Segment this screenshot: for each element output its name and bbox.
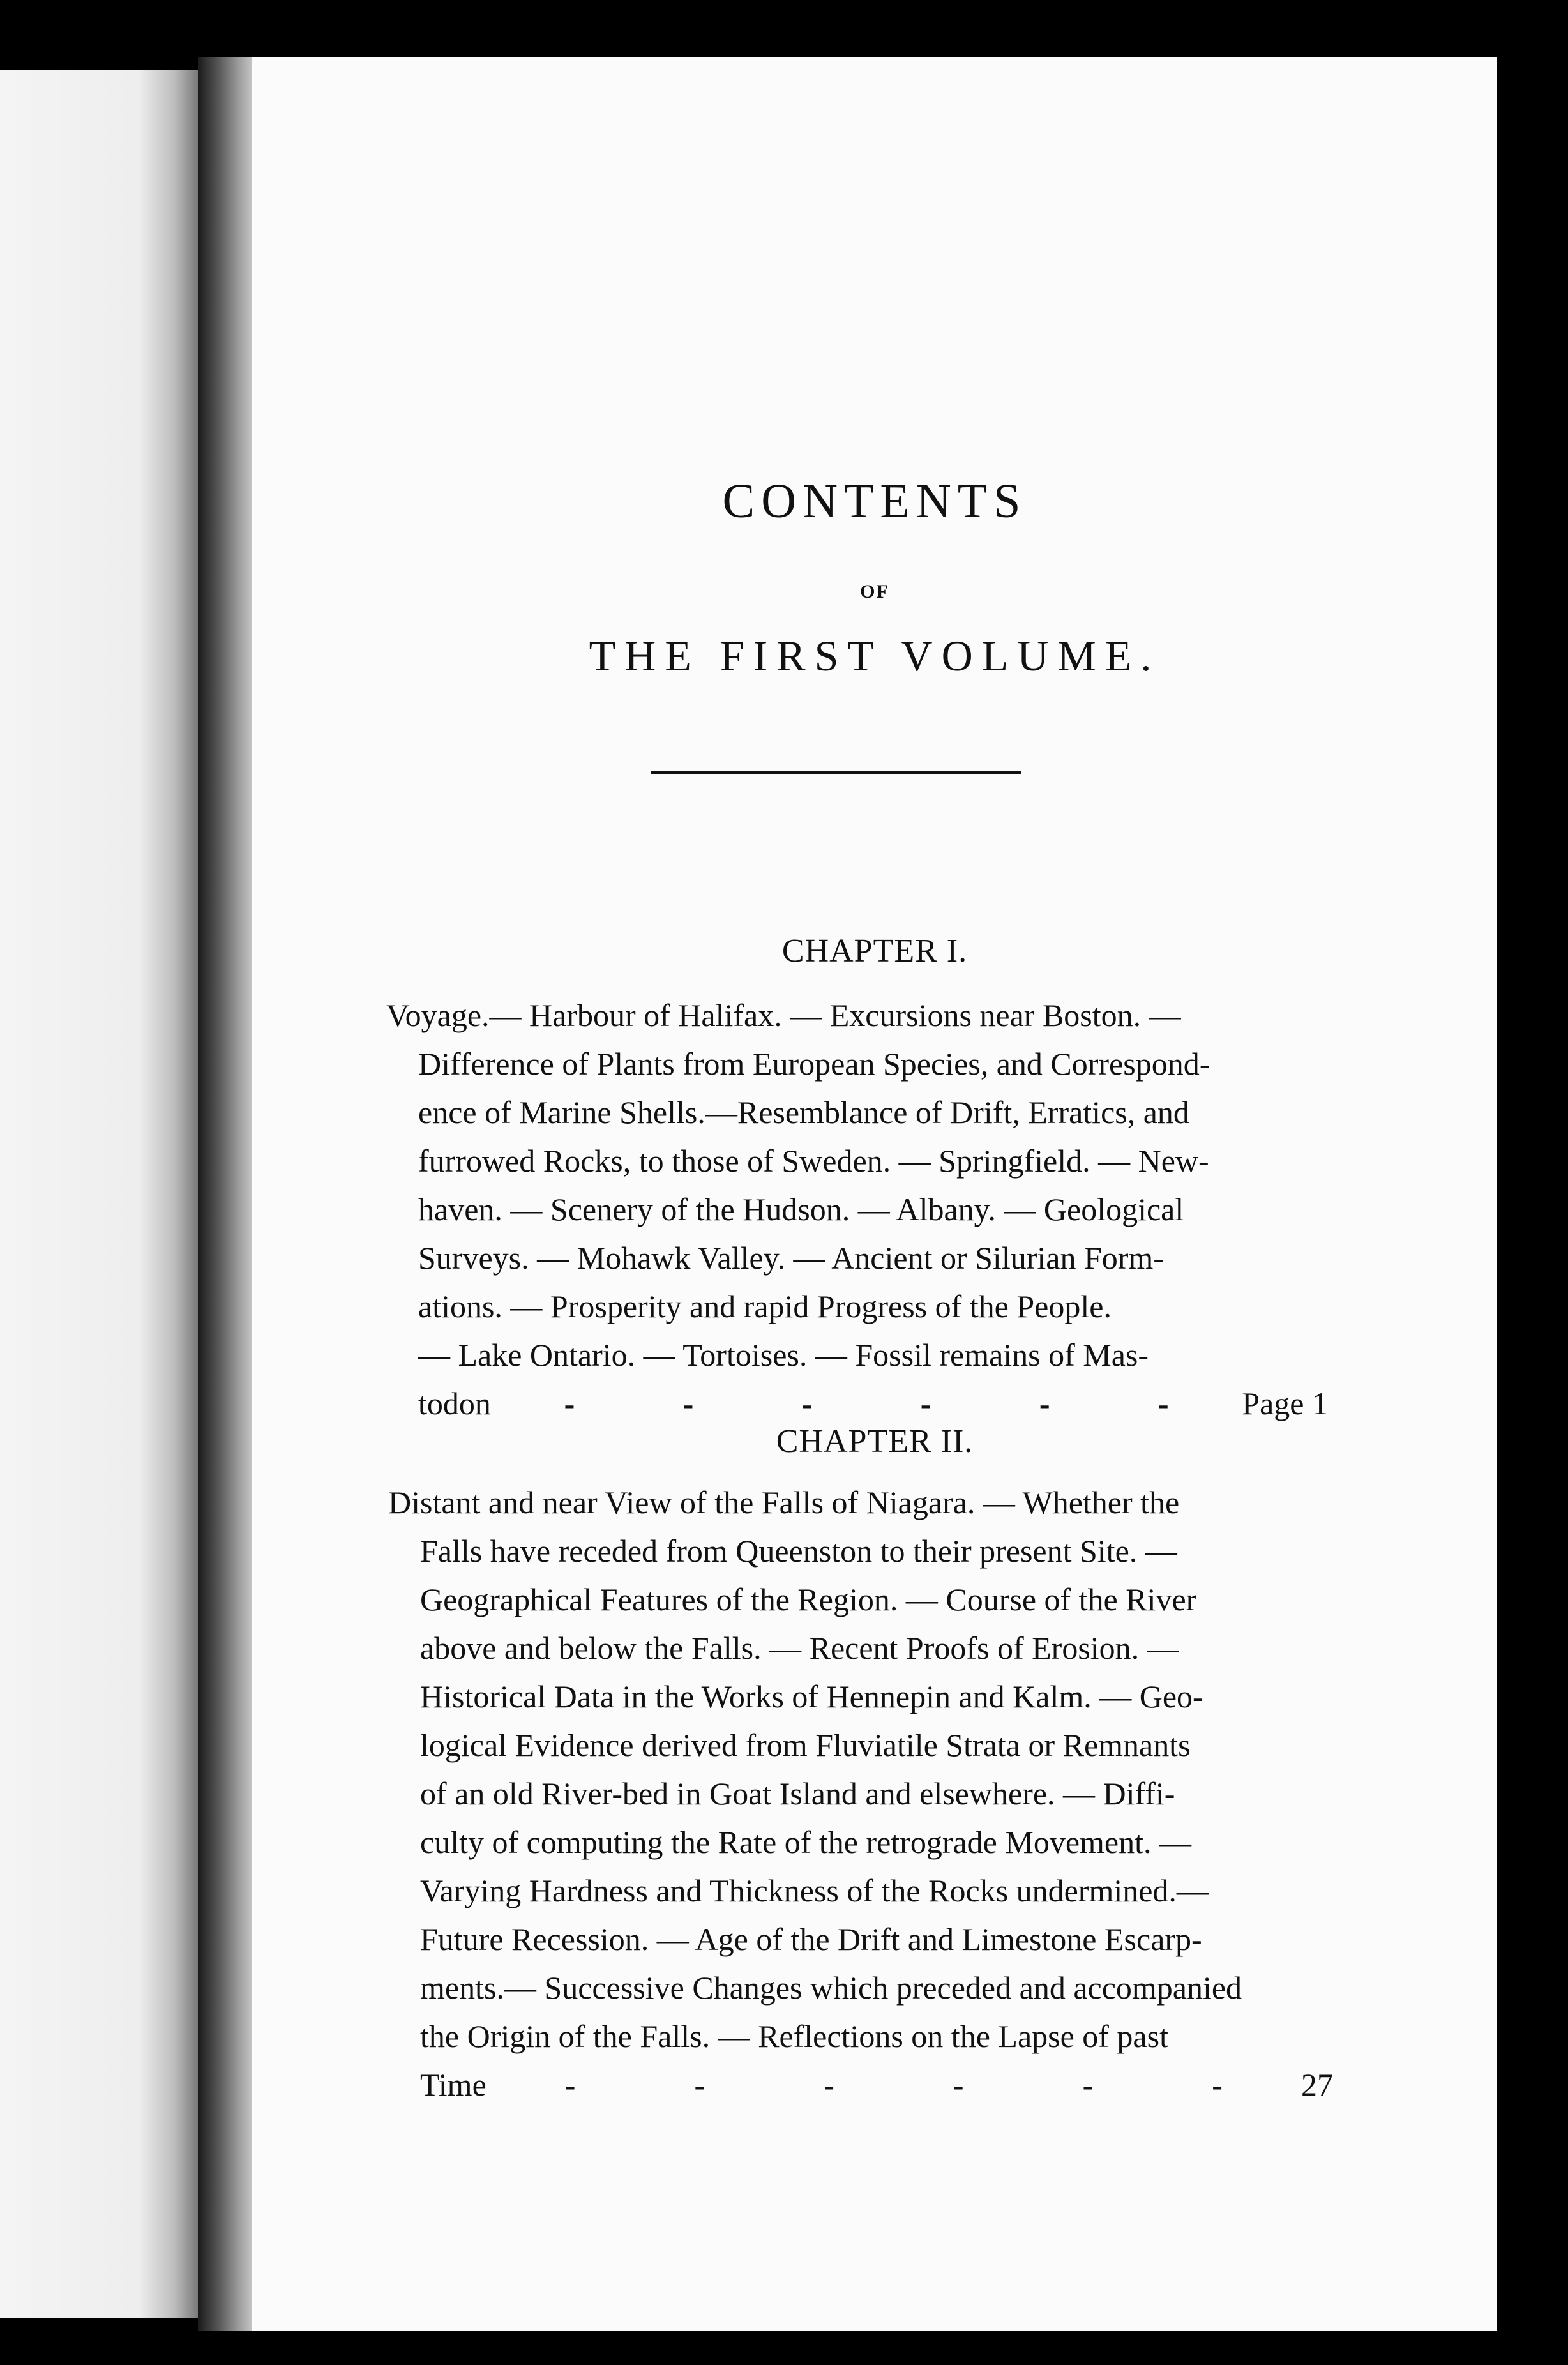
chapter-1-line: Voyage.— Harbour of Halifax. — Excursions near Boston. — <box>386 997 1181 1033</box>
chapter-2-line: the Origin of the Falls. — Reflections on the Lapse of past <box>420 2018 1168 2054</box>
chapter-2-line: Distant and near View of the Falls of Niagara. — Whether the <box>388 1485 1180 1520</box>
chapter-1-leader-line <box>386 1379 1328 1428</box>
chapter-2-last-word: Time <box>420 2067 486 2103</box>
chapter-2-line: ments.— Successive Changes which preceded and accompanied <box>420 1970 1242 2006</box>
previous-page-edge <box>0 70 198 2318</box>
heading-rule <box>651 771 1021 774</box>
chapter-2-line: Geographical Features of the Region. — Course of the River <box>420 1582 1197 1617</box>
chapter-1-line: haven. — Scenery of the Hudson. — Albany. — Geological <box>418 1191 1184 1227</box>
chapter-1-line: furrowed Rocks, to those of Sweden. — Springfield. — New- <box>418 1143 1209 1179</box>
chapter-1-page-number: Page 1 <box>1242 1386 1328 1421</box>
dot-leader: - - - - - - <box>564 1386 1169 1421</box>
chapter-2-title: CHAPTER II. <box>776 1423 974 1460</box>
chapter-2-line: Historical Data in the Works of Hennepin and Kalm. — Geo- <box>420 1679 1203 1714</box>
chapter-2-summary <box>388 1478 1333 2109</box>
chapter-2-page-number: 27 <box>1301 2067 1333 2103</box>
chapter-2-line: Falls have receded from Queenston to their present Site. — <box>420 1533 1177 1569</box>
chapter-1-line: ence of Marine Shells.—Resemblance of Drift, Erratics, and <box>418 1094 1189 1130</box>
volume-heading: THE FIRST VOLUME. <box>589 631 1161 680</box>
chapter-2-line: Varying Hardness and Thickness of the Rocks undermined.— <box>420 1873 1209 1908</box>
book-gutter <box>198 57 255 2331</box>
chapter-1-last-word: todon <box>418 1386 491 1421</box>
chapter-2-line: of an old River-bed in Goat Island and elsewhere. — Diffi- <box>420 1776 1175 1811</box>
contents-heading-of: OF <box>860 581 889 602</box>
chapter-1-summary <box>386 991 1328 1428</box>
chapter-2-line: culty of computing the Rate of the retrograde Movement. — <box>420 1824 1191 1860</box>
chapter-1-line: — Lake Ontario. — Tortoises. — Fossil remains of Mas- <box>418 1337 1149 1373</box>
chapter-2-line: Future Recession. — Age of the Drift and Limestone Escarp- <box>420 1921 1202 1957</box>
chapter-1-line: ations. — Prosperity and rapid Progress of the People. <box>418 1288 1112 1324</box>
chapter-1-line: Difference of Plants from European Species, and Correspond- <box>418 1046 1210 1082</box>
dot-leader: - - - - - - <box>564 2067 1223 2103</box>
chapter-1-title: CHAPTER I. <box>781 933 968 969</box>
chapter-2-line: above and below the Falls. — Recent Proofs of Erosion. — <box>420 1630 1179 1666</box>
chapter-2-leader-line <box>388 2060 1333 2109</box>
contents-heading: CONTENTS <box>722 474 1027 528</box>
chapter-2-line: logical Evidence derived from Fluviatile Strata or Remnants <box>420 1727 1191 1763</box>
contents-page <box>252 57 1497 2331</box>
chapter-1-line: Surveys. — Mohawk Valley. — Ancient or Silurian Form- <box>418 1240 1164 1276</box>
